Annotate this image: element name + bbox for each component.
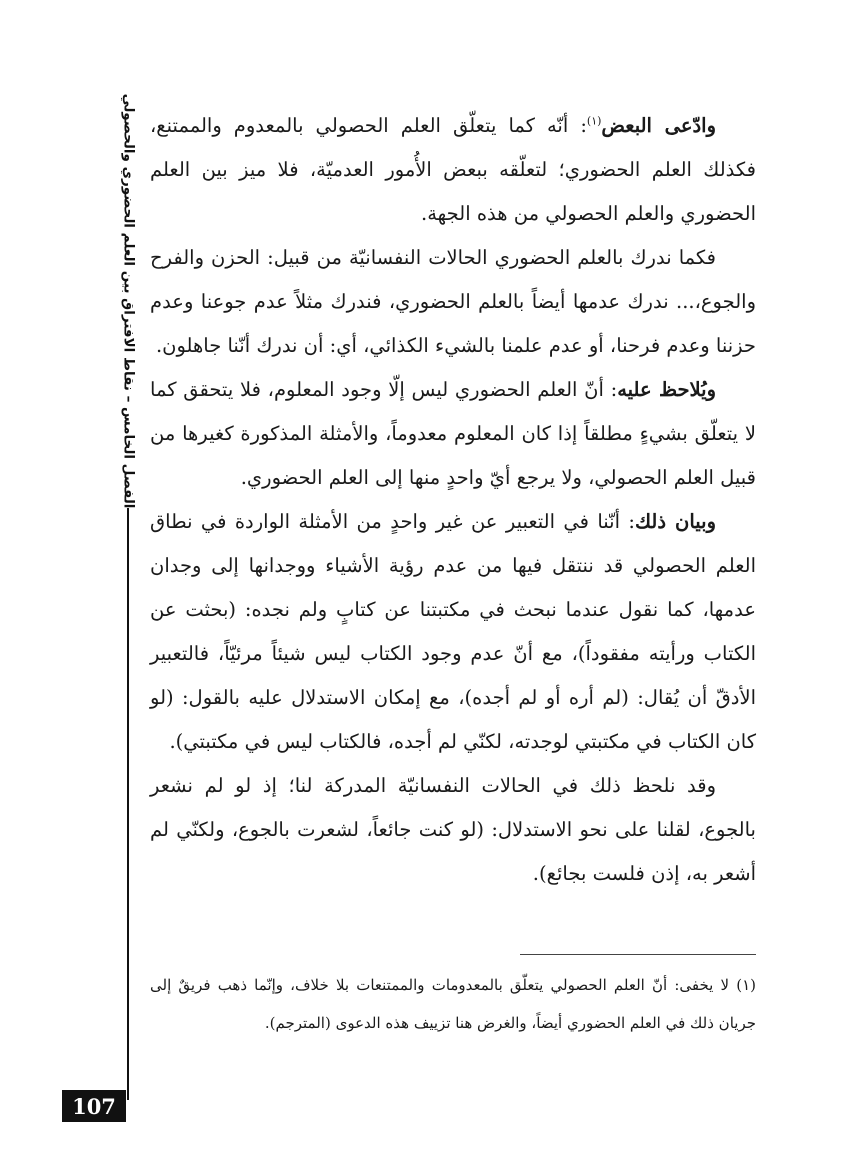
paragraph-text: : أنّنا في التعبير عن غير واحدٍ من الأمثلة الواردة في نطاق العلم الحصولي قد ننتقل فيها من عدم رؤية الأشياء ووجدانها إلى وجدان عدمها، كما نقول عندما نبحث في مكتبتنا عن كتابٍ ولم نجده: (بحثت عن الكتاب ورأيته مفقوداً)، مع أنّ عدم وجود الكتاب ليس شيئاً مرئيّاً، فالتعبير الأدقّ أن يُقال: (لم أره أو لم أجده)، مع إمكان الاستدلال عليه بالقول: (لو كان الكتاب في مكتبتي لوجدته، لكنّي لم أجده، فالكتاب ليس في مكتبتي). [150,510,756,753]
body-text [150,104,756,896]
paragraph-text: : أنّ العلم الحضوري ليس إلّا وجود المعلوم، فلا يتحقق كما لا يتعلّق بشيءٍ مطلقاً إذا كان المعلوم معدوماً، والأمثلة المذكورة كغيرها من قبيل العلم الحصولي، ولا يرجع أيّ واحدٍ منها إلى العلم الحضوري. [150,378,756,489]
running-header [112,93,144,509]
page-number: 107 [72,1093,116,1119]
page-number-box [62,1090,126,1122]
paragraph-2 [150,236,756,368]
paragraph-lead: وبيان ذلك [634,510,716,533]
paragraph-5 [150,764,756,896]
paragraph-text: وقد نلحظ ذلك في الحالات النفسانيّة المدركة لنا؛ إذ لو لم نشعر بالجوع، لقلنا على نحو الاستدلال: (لو كنت جائعاً، لشعرت بالجوع، ولكنّي لم أشعر به، إذن فلست بجائع). [150,774,756,885]
paragraph-text: : أنّه كما يتعلّق العلم الحصولي بالمعدوم والممتنع، فكذلك العلم الحضوري؛ لتعلّقه ببعض الأُمور العدميّة، فلا ميز بين العلم الحضوري والعلم الحصولي من هذه الجهة. [150,114,756,225]
paragraph-4 [150,500,756,764]
footnote [150,966,756,1042]
footnote-text: (١) لا يخفى: أنّ العلم الحصولي يتعلّق بالمعدومات والممتنعات بلا خلاف، وإنّما ذهب فريقٌ إلى جريان ذلك في العلم الحضوري أيضاً، والغرض هنا تزييف هذه الدعوى (المترجم). [150,976,756,1032]
paragraph-1 [150,104,756,236]
paragraph-3 [150,368,756,500]
side-rule [127,508,129,1100]
footnote-divider [520,954,756,955]
paragraph-text: فكما ندرك بالعلم الحضوري الحالات النفسانيّة من قبيل: الحزن والفرح والجوع،... ندرك عدمها أيضاً بالعلم الحضوري، فندرك مثلاً عدم جوعنا وعدم حزننا وعدم فرحنا، أو عدم علمنا بالشيء الكذائي، أي: أن ندرك أنّنا جاهلون. [150,246,756,357]
footnote-reference[interactable]: (١) [586,114,602,128]
running-header-text: الفصل الخامس – نقاط الافتراق بين العلم الحضوري والحصولي [120,93,136,509]
paragraph-lead: وادّعى البعض [601,114,716,137]
paragraph-lead: ويُلاحظ عليه [617,378,716,401]
